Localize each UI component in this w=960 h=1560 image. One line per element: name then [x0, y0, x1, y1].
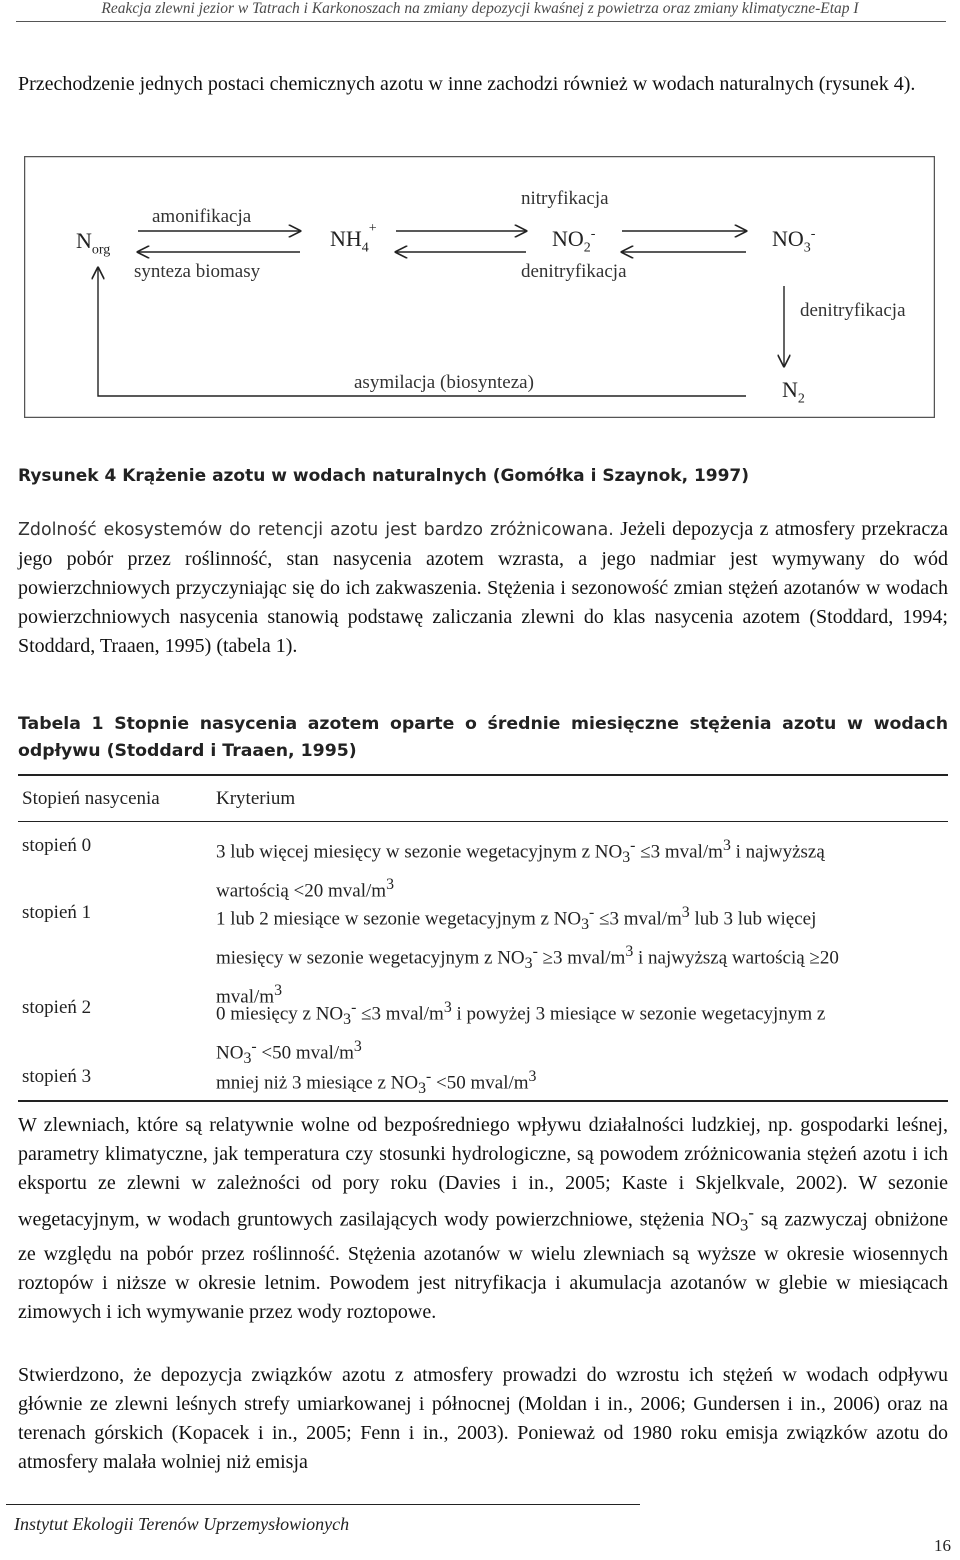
- no3-label: $NO_3^-$: [772, 226, 816, 256]
- asymilacja-label: asymilacja (biosynteza): [354, 372, 534, 393]
- table-row-criterion: 1 lub 2 miesiące w sezonie wegetacyjnym z $NO_3^- \le 3$ mval/$m^3$ lub 3 lub więcej miesięcy w sezonie wegetacyjnym z $NO_3^- \ge 3$ mval/$m^3$ i najwyższą wartością ≥20 mval/$m^3$: [216, 904, 839, 1008]
- table-row-label: stopień 3: [22, 1066, 92, 1087]
- nitrogen-cycle-diagram: [24, 156, 935, 418]
- amonifikacja-label: amonifikacja: [152, 206, 252, 227]
- figure-caption: Rysunek 4 Krążenie azotu w wodach naturalnych (Gomółka i Szaynok, 1997): [18, 466, 750, 486]
- table-bottom-rule: [18, 1100, 948, 1102]
- intro-paragraph: Przechodzenie jednych postaci chemicznych azotu w inne zachodzi również w wodach naturalnych (rysunek 4).: [18, 73, 916, 95]
- table-row-label: stopień 1: [22, 902, 92, 923]
- paragraph-seasonal: W zlewniach, które są relatywnie wolne od bezpośredniego wpływu działalności ludzkiej, np. gospodarki leśnej, parametry klimatyczne, jak temperatura czy stosunki hydrologiczne, są powodem zróżnicowania stężeń azotu i ich eksportu ze zlewni w zależności od pory roku (Davies i in., 2005; Kaste i Skjelkvale, 2002). W sezonie wegetacyjnym, w wodach gruntowych zasilających wody powierzchniowe, stężenia $NO_3^-$ są zazwyczaj obniżone ze względu na pobór przez roślinność. Stężenia azotanów w wielu zlewniach są wyższe w okresie wiosennych roztopów i niższe w okresie letnim. Powodem jest nitryfikacja i akumulacja azotanów w glebie w miesiącach zimowych i ich wymywanie przez wody roztopowe.: [18, 1114, 948, 1323]
- running-header: Reakcja zlewni jezior w Tatrach i Karkonoszach na zmiany depozycji kwaśnej z powietrza oraz zmiany klimatyczne-Etap I: [101, 0, 859, 17]
- page-number: 16: [934, 1536, 951, 1555]
- n-org-label: $N_{org}$: [76, 228, 111, 258]
- n2-label: $N_2$: [782, 377, 805, 407]
- nitryfikacja-label: nitryfikacja: [521, 188, 609, 209]
- table-header-rule: [18, 821, 948, 822]
- table-header-degree: Stopień nasycenia: [22, 788, 160, 809]
- table-row-criterion: 0 miesięcy z $NO_3^- \le 3$ mval/$m^3$ i powyżej 3 miesiące w sezonie wegetacyjnym z $NO_3^- <50$ mval/$m^3$: [216, 999, 826, 1068]
- table-row-label: stopień 2: [22, 997, 92, 1018]
- table-row-label: stopień 0: [22, 835, 92, 856]
- table-caption: Tabela 1 Stopnie nasycenia azotem oparte o średnie miesięczne stężenia azotu w wodach odpływu (Stoddard i Traaen, 1995): [18, 714, 948, 761]
- header-rule: [16, 21, 946, 22]
- paragraph-retention-lead: Zdolność ekosystemów do retencji azotu jest bardzo zróżnicowana.: [18, 520, 614, 540]
- table-header-criterion: Kryterium: [216, 788, 296, 809]
- nh4-label: $NH_4^+$: [330, 220, 377, 256]
- table-row-criterion: mniej niż 3 miesiące z $NO_3^- <50$ mval/$m^3$: [216, 1068, 537, 1098]
- synteza-label: synteza biomasy: [134, 261, 261, 282]
- paragraph-deposition: Stwierdzono, że depozycja związków azotu z atmosfery prowadzi do wzrostu ich stężeń w wodach odpływu głównie ze zlewni leśnych strefy umiarkowanej i północnej (Moldan i in., 2006; Gundersen i in., 2006) oraz na terenach górskich (Kopacek i in., 2005; Fenn i in., 2003). Ponieważ od 1980 roku emisja związków azotu do atmosfery malała wolniej niż emisja: [18, 1364, 948, 1473]
- denitryfikacja-mid-label: denitryfikacja: [521, 261, 627, 282]
- denitryfikacja-right-label: denitryfikacja: [800, 300, 906, 321]
- table-top-rule: [18, 774, 948, 776]
- footer-rule: [6, 1504, 640, 1505]
- no2-label: $NO_2^-$: [552, 226, 596, 256]
- table-row-criterion: 3 lub więcej miesięcy w sezonie wegetacyjnym z $NO_3^- \le 3$ mval/$m^3$ i najwyższą wartością <20 mval/$m^3$: [216, 837, 825, 902]
- footer-institute: Instytut Ekologii Terenów Uprzemysłowionych: [14, 1514, 350, 1534]
- paragraph-retention: [18, 515, 948, 661]
- paragraph-retention-rest: Jeżeli depozycja z atmosfery przekracza jego pobór przez roślinność, stan nasycenia azotem wzrasta, a jego nadmiar jest wymywany do wód powierzchniowych przyczyniając się do ich zakwaszenia. Stężenia i sezonowość zmian stężeń azotanów w wodach powierzchniowych nasycenia stanowią podstawę zaliczania zlewni do klas nasycenia azotem (Stoddard, 1994; Stoddard, Traaen, 1995) (tabela 1).: [18, 518, 948, 657]
